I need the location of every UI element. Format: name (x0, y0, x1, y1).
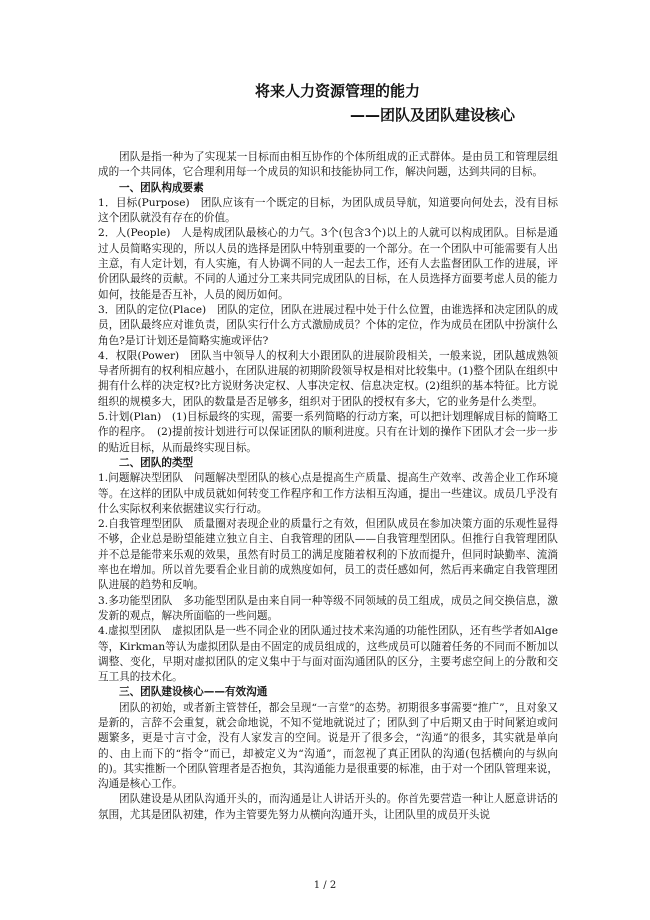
section3-paragraph-2: 团队建设是从团队沟通开头的，而沟通是让人讲话开头的。你首先要营造一种让人愿意讲话的氛围，尤其是团队初建，作为主管要先努力从横向沟通开头，让团队里的成员开头说 (98, 793, 558, 821)
document-body (98, 150, 558, 823)
document-title: 将来人力资源管理的能力 (255, 82, 421, 100)
section1-item-3: 3．团队的定位(Place) 团队的定位，团队在进展过程中处于什么位置，由谁选择和决定团队的成员，团队最终应对谁负责，团队实行什么方式激励成员？个体的定位，作为成员在团队中扮演什么角色?是订计划还是简略实施或评估? (98, 303, 558, 347)
section2-item-4: 4.虚拟型团队 虚拟团队是一些不同企业的团队通过技术来沟通的功能性团队，还有些学者如Alge等，Kirkman等认为虚拟团队是由不固定的成员组成的，这些成员可以随着任务的不同而不断加以调整、变化，早期对虚拟团队的定义集中于与面对面沟通团队的区分，主要考虑空间上的分散和交互工具的技术化。 (98, 625, 558, 684)
section-heading-1: 一、团队构成要素 (119, 181, 204, 194)
section1-item-1: 1．目标(Purpose) 团队应该有一个既定的目标，为团队成员导航，知道要向何处去，没有目标这个团队就没有存在的价值。 (98, 196, 558, 225)
section-heading-3: 三、团队建设核心——有效沟通 (119, 686, 268, 699)
section3-paragraph-1: 团队的初始，或者新主管替任，都会呈现“一言堂”的态势。初期很多事需要“推广”，且对象又是新的，言辞不会重复，就会命地说，不知不觉地就说过了；团队到了中后期又由于时间紧迫或问题繁多，更是寸言寸金，没有人家发言的空间。说是开了很多会，“沟通”的很多，其实就是单向的、由上而下的“指令”而已，却被定义为“沟通”，而忽视了真正团队的沟通(包括横向的与纵向的)。其实推断一个团队管理者是否抱负，其沟通能力是很重要的标准，由于对一个团队管理来说，沟通是核心工作。 (98, 701, 558, 791)
section1-item-2: 2．人(People) 人是构成团队最核心的力气。3个(包含3个)以上的人就可以构成团队。目标是通过人员简略实现的，所以人员的选择是团队中特别重要的一个部分。在一个团队中可能需要有人出主意，有人定计划，有人实施，有人协调不同的人一起去工作，还有人去监督团队工作的进展，评价团队最终的贡献。不同的人通过分工来共同完成团队的目标，在人员选择方面要考虑人员的能力如何，技能是否互补，人员的阅历如何。 (98, 227, 558, 301)
section2-item-3: 3.多功能型团队 多功能型团队是由来自同一种等级不同领域的员工组成，成员之间交换信息，激发新的观点，解决所面临的一些问题。 (98, 594, 558, 622)
document-subtitle: ——团队及团队建设核心 (350, 106, 516, 124)
page-number: 1 / 2 (313, 880, 337, 891)
section1-item-5: 5.计划(Plan) (1)目标最终的实现，需要一系列简略的行动方案，可以把计划理解成目标的简略工作的程序。 (2)提前按计划进行可以保证团队的顺利进度。只有在计划的操作下团队才会一步一步的贴近目标，从而最终实现目标。 (98, 411, 558, 454)
intro-paragraph: 团队是指一种为了实现某一目标而由相互协作的个体所组成的正式群体。是由员工和管理层组成的一个共同体，它合理利用每一个成员的知识和技能协同工作，解决问题，达到共同的目标。 (98, 151, 558, 179)
section-heading-2: 二、团队的类型 (119, 456, 194, 469)
section1-item-4: 4．权限(Power) 团队当中领导人的权利大小跟团队的进展阶段相关，一般来说，团队越成熟领导者所拥有的权利相应越小，在团队进展的初期阶段领导权是相对比较集中。(1)整个团队在组织中拥有什么样的决定权?比方说财务决定权、人事决定权、信息决定权。(2)组织的基本特征。比方说组织的规模多大，团队的数量是否足够多，组织对于团队的授权有多大，它的业务是什么类型。 (98, 349, 558, 408)
section2-item-1: 1.问题解决型团队 问题解决型团队的核心点是提高生产质量、提高生产效率、改善企业工作环境等。在这样的团队中成员就如何转变工作程序和工作方法相互沟通，提出一些建议。成员几乎没有什么实际权利来依据建议实行行动。 (98, 472, 558, 515)
section2-item-2: 2.自我管理型团队 质量圈对表现企业的质量行之有效，但团队成员在参加决策方面的乐观性显得不够，企业总是盼望能建立独立自主、自我管理的团队——自我管理型团队。但推行自我管理团队并不总是能带来乐观的效果，虽然有时员工的满足度随着权利的下放而提升，但同时缺勤率、流淌率也在增加。所以首先要看企业目前的成熟度如何，员工的责任感如何，然后再来确定自我管理团队进展的趋势和反响。 (98, 518, 558, 592)
